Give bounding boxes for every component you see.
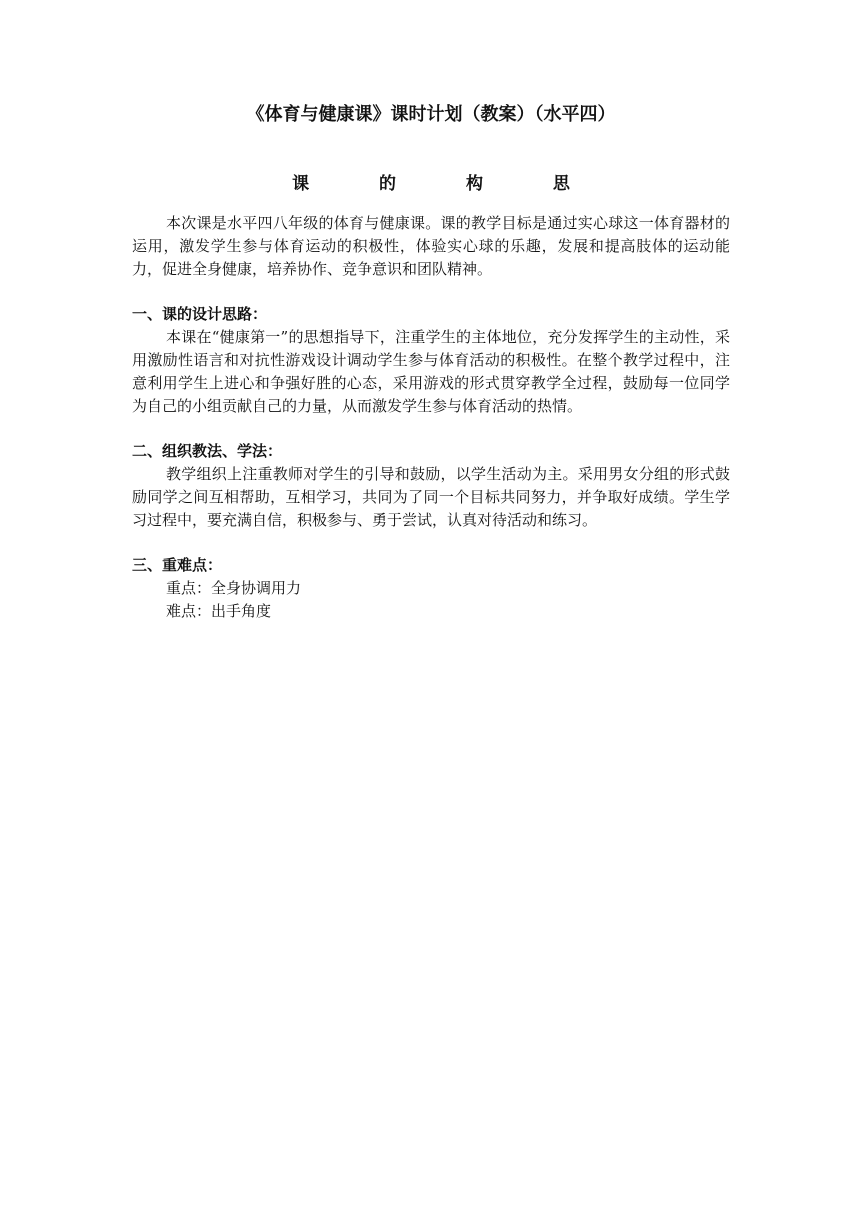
section-subtitle: 课 的 构 思 [292, 174, 592, 194]
intro-paragraph: 本次课是水平四八年级的体育与健康课。课的教学目标是通过实心球这一体育器材的运用，激发学生参与体育运动的积极性，体验实心球的乐趣，发展和提高肢体的运动能力，促进全身健康，培养协作、竞争意识和团队精神。 [132, 214, 730, 278]
section-heading: 二、组织教法、学法： [132, 442, 283, 460]
document-page [132, 100, 730, 623]
document-title: 《体育与健康课》课时计划（教案）（水平四） [246, 104, 616, 125]
section-heading: 一、课的设计思路： [132, 305, 268, 323]
difficult-point: 难点：出手角度 [166, 602, 272, 620]
section-design-ideas [132, 303, 730, 418]
section-heading: 三、重难点： [132, 556, 223, 574]
section-body: 教学组织上注重教师对学生的引导和鼓励，以学生活动为主。采用男女分组的形式鼓励同学之间互相帮助，互相学习，共同为了同一个目标共同努力，并争取好成绩。学生学习过程中，要充满自信，积极参与、勇于尝试，认真对待活动和练习。 [132, 465, 730, 529]
section-key-difficult-points [132, 554, 730, 623]
key-point: 重点：全身协调用力 [166, 579, 302, 597]
section-teaching-methods [132, 440, 730, 532]
section-body: 本课在“健康第一”的思想指导下，注重学生的主体地位，充分发挥学生的主动性，采用激励性语言和对抗性游戏设计调动学生参与体育活动的积极性。在整个教学过程中，注意利用学生上进心和争强好胜的心态，采用游戏的形式贯穿教学全过程，鼓励每一位同学为自己的小组贡献自己的力量，从而激发学生参与体育活动的热情。 [132, 328, 730, 415]
